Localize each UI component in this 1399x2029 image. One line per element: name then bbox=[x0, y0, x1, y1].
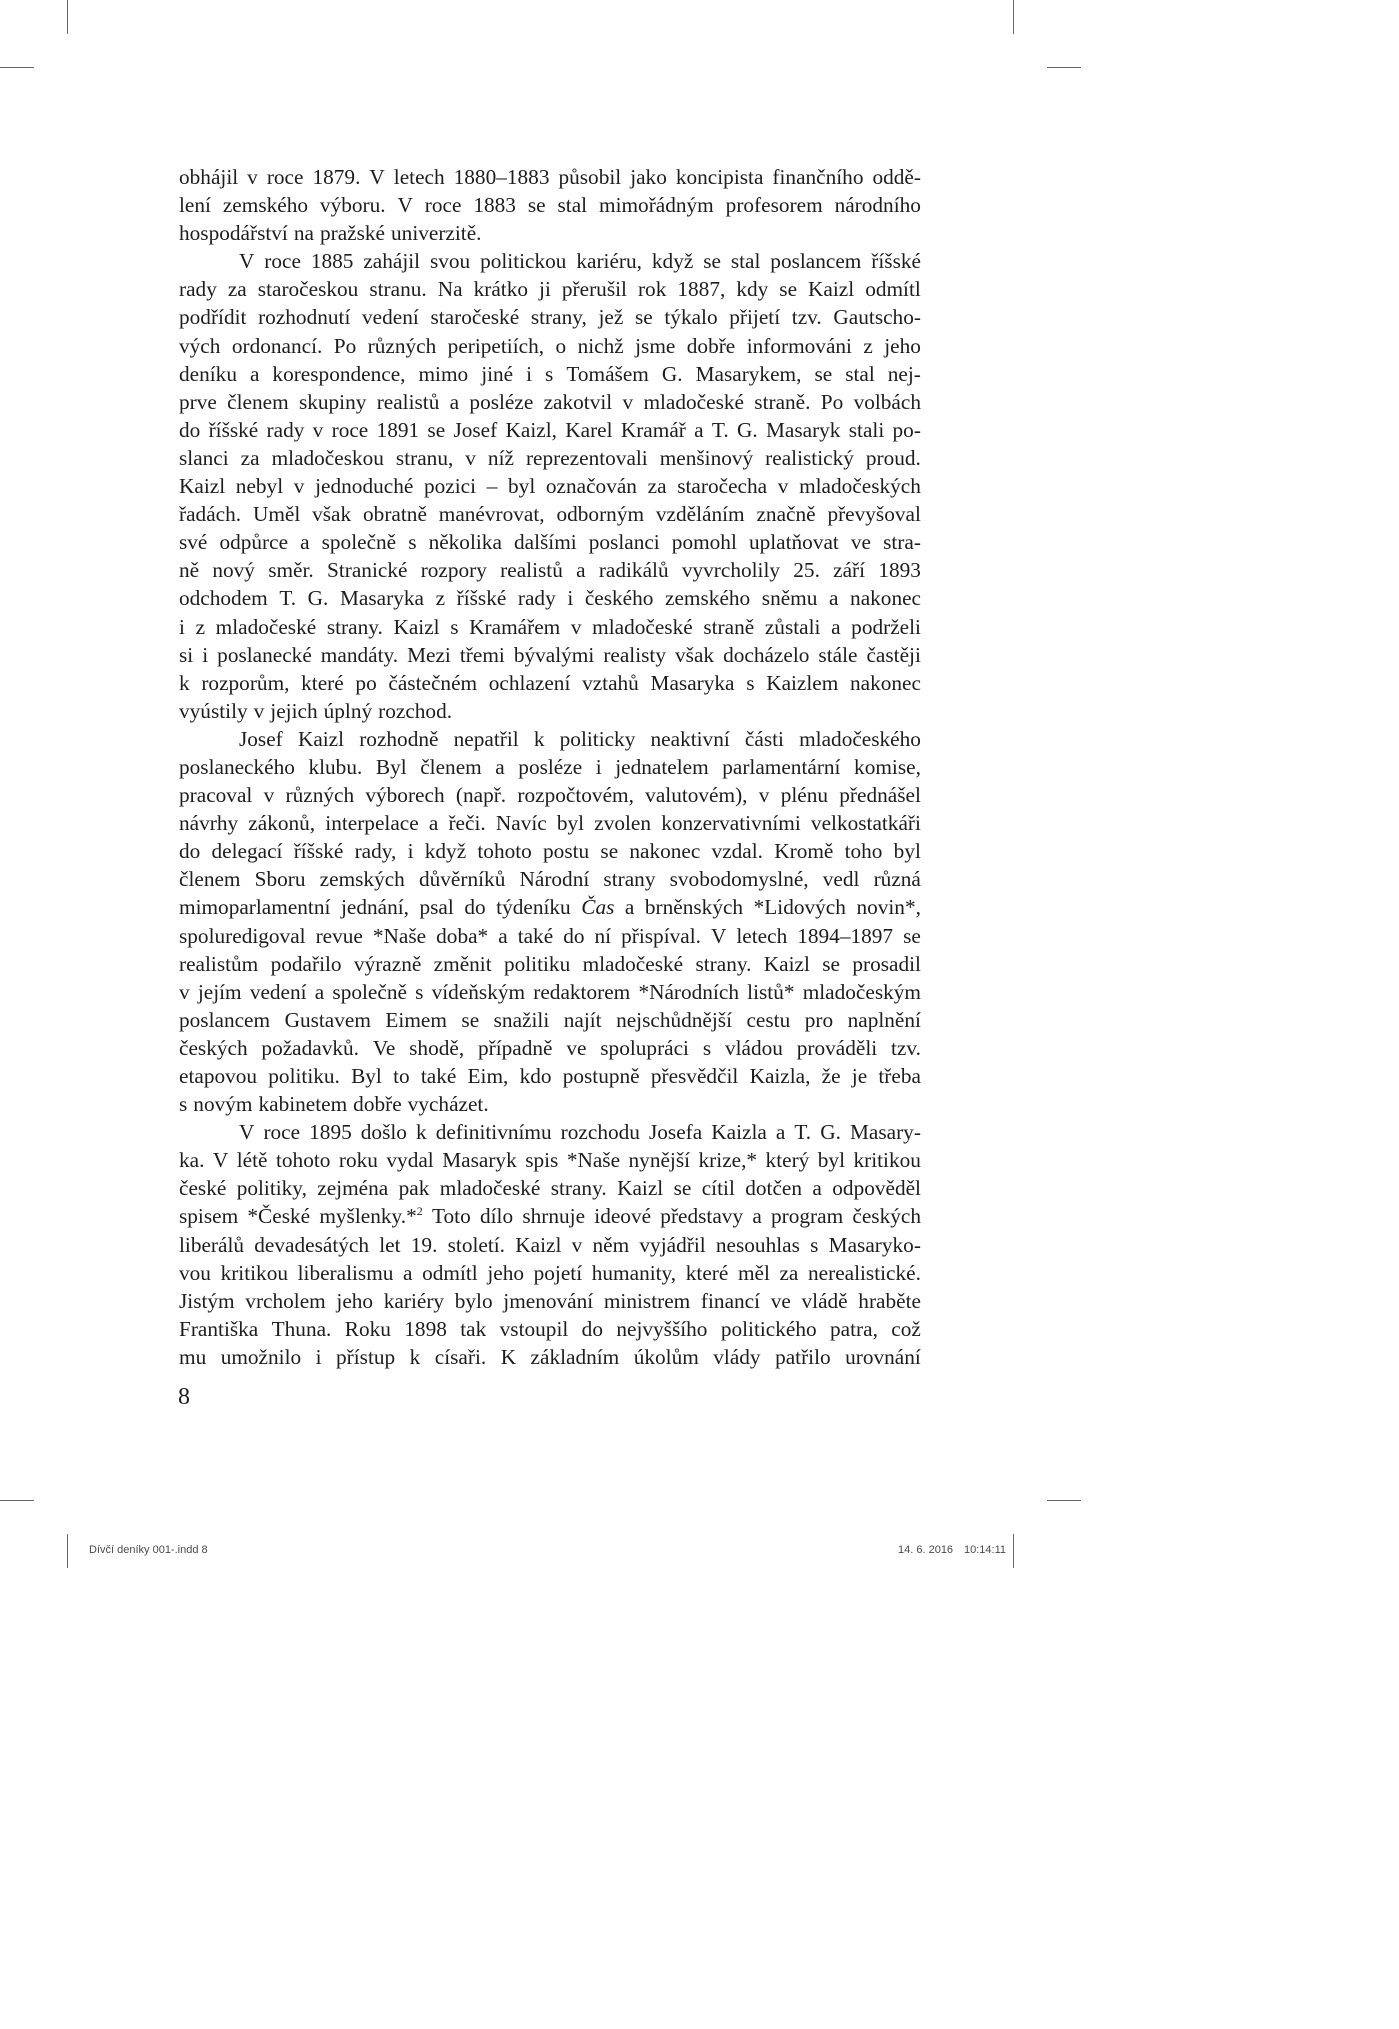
text-line: liberálů devadesátých let 19. století. Kaizl v něm vyjádřil nesouhlas s Masaryko- bbox=[179, 1232, 921, 1257]
text-line: české politiky, zejména pak mladočeské strany. Kaizl se cítil dotčen a odpověděl bbox=[179, 1176, 921, 1201]
text-line: vyústily v jejich úplný rozchod. bbox=[179, 698, 453, 723]
text-line: deníku a korespondence, mimo jiné i s Tomášem G. Masarykem, se stal nej- bbox=[179, 361, 921, 386]
crop-mark-top-right bbox=[1013, 0, 1014, 34]
text-line: Josef Kaizl rozhodně nepatřil k politicky neaktivní části mladočeského bbox=[239, 726, 921, 751]
text-line: do říšské rady v roce 1891 se Josef Kaizl, Karel Kramář a T. G. Masaryk stali po- bbox=[179, 417, 921, 442]
text-line: spisem *České myšlenky.*$^2$ Toto dílo shrnuje ideové představy a program českých bbox=[179, 1204, 921, 1229]
text-line: Kaizl nebyl v jednoduché pozici – byl označován za staročecha v mladočeských bbox=[179, 474, 921, 499]
crop-mark-top-right-h bbox=[1047, 67, 1081, 68]
text-line: ka. V létě tohoto roku vydal Masaryk spis *Naše nynější krize,* který byl kritikou bbox=[179, 1148, 921, 1173]
text-line: spoluredigoval revue *Naše doba* a také do ní přispíval. V letech 1894–1897 se bbox=[179, 923, 921, 948]
paragraph bbox=[179, 247, 921, 725]
crop-mark-bottom-left bbox=[67, 1534, 68, 1568]
text-line: k rozporům, které po částečném ochlazení vztahů Masaryka s Kaizlem nakonec bbox=[179, 670, 921, 695]
text-line: realistům podařilo výrazně změnit politiku mladočeské strany. Kaizl se prosadil bbox=[179, 951, 921, 976]
text-line: etapovou politiku. Byl to také Eim, kdo postupně přesvědčil Kaizla, že je třeba bbox=[179, 1064, 921, 1088]
text-line: Jistým vrcholem jeho kariéry bylo jmenování ministrem financí ve vládě hraběte bbox=[179, 1288, 921, 1313]
text-line: lení zemského výboru. V roce 1883 se stal mimořádným profesorem národního bbox=[179, 193, 921, 218]
text-line: vých ordonancí. Po různých peripetiích, o nichž jsme dobře informováni z jeho bbox=[179, 333, 921, 358]
text-line: návrhy zákonů, interpelace a řeči. Navíc byl zvolen konzervativními velkostatkáři bbox=[179, 811, 921, 836]
text-line: své odpůrce a společně s několika dalšími poslanci pomohl uplatňovat ve stra- bbox=[179, 530, 921, 555]
text-line: českých požadavků. Ve shodě, případně ve spolupráci s vládou prováděli tzv. bbox=[179, 1035, 921, 1060]
text-line: řadách. Uměl však obratně manévrovat, odborným vzděláním značně převyšoval bbox=[179, 502, 921, 527]
text-line: odchodem T. G. Masaryka z říšské rady i českého zemského sněmu a nakonec bbox=[179, 586, 921, 611]
text-line: s novým kabinetem dobře vycházet. bbox=[179, 1092, 489, 1117]
text-line: do delegací říšské rady, i když tohoto postu se nakonec vzdal. Kromě toho byl bbox=[179, 839, 921, 864]
text-line: prve členem skupiny realistů a posléze zakotvil v mladočeské straně. Po volbách bbox=[179, 389, 921, 414]
text-line: mimoparlamentní jednání, psal do týdeníku Čas a brněnských *Lidových novin*, bbox=[179, 895, 921, 920]
crop-mark-bottom-left-h bbox=[0, 1500, 34, 1501]
text-line: poslancem Gustavem Eimem se snažili najít nejschůdnější cestu pro naplnění bbox=[179, 1007, 921, 1032]
paragraph bbox=[179, 163, 921, 247]
text-line: hospodářství na pražské univerzitě. bbox=[179, 221, 482, 246]
slug-time: 10:14:11 bbox=[964, 1544, 1007, 1556]
text-line: v jejím vedení a společně s vídeňským redaktorem *Národních listů* mladočeským bbox=[179, 979, 921, 1004]
text-line: slanci za mladočeskou stranu, v níž reprezentovali menšinový realistický proud. bbox=[179, 445, 921, 470]
crop-mark-bottom-right-h bbox=[1047, 1500, 1081, 1501]
paragraph bbox=[179, 1118, 921, 1371]
text-line: rady za staročeskou stranu. Na krátko ji přerušil rok 1887, kdy se Kaizl odmítl bbox=[179, 277, 921, 302]
crop-mark-top-left-h bbox=[0, 67, 34, 68]
crop-mark-top-left bbox=[67, 0, 68, 34]
text-line: si i poslanecké mandáty. Mezi třemi bývalými realisty však docházelo stále častěji bbox=[179, 642, 921, 667]
slug-date: 14. 6. 2016 bbox=[898, 1544, 954, 1556]
text-line: obhájil v roce 1879. V letech 1880–1883 působil jako koncipista finančního oddě- bbox=[179, 165, 921, 189]
text-line: vou kritikou liberalismu a odmítl jeho pojetí humanity, které měl za nerealistické. bbox=[179, 1260, 921, 1285]
text-line: Františka Thuna. Roku 1898 tak vstoupil do nejvyššího politického patra, což bbox=[179, 1316, 921, 1341]
paragraph bbox=[179, 725, 921, 1118]
page-number: 8 bbox=[178, 1384, 190, 1410]
text-line: V roce 1895 došlo k definitivnímu rozchodu Josefa Kaizla a T. G. Masary- bbox=[239, 1120, 921, 1145]
text-line: poslaneckého klubu. Byl členem a posléze i jednatelem parlamentární komise, bbox=[179, 754, 921, 779]
text-line: i z mladočeské strany. Kaizl s Kramářem v mladočeské straně zůstali a podrželi bbox=[179, 614, 921, 639]
text-line: V roce 1885 zahájil svou politickou kariéru, když se stal poslancem říšské bbox=[239, 249, 921, 274]
slug-file: Dívčí deníky 001-.indd 8 bbox=[89, 1544, 208, 1556]
body-text bbox=[179, 163, 921, 1371]
crop-mark-bottom-right bbox=[1013, 1534, 1014, 1568]
text-line: pracoval v různých výborech (např. rozpočtovém, valutovém), v plénu přednášel bbox=[179, 783, 921, 808]
text-line: podřídit rozhodnutí vedení staročeské strany, jež se týkalo přijetí tzv. Gautscho- bbox=[179, 305, 921, 330]
text-line: mu umožnilo i přístup k císaři. K základním úkolům vlády patřilo urovnání bbox=[179, 1344, 921, 1369]
text-line: členem Sboru zemských důvěrníků Národní strany svobodomyslné, vedl různá bbox=[179, 867, 921, 892]
text-line: ně nový směr. Stranické rozpory realistů a radikálů vyvrcholily 25. září 1893 bbox=[179, 558, 921, 583]
